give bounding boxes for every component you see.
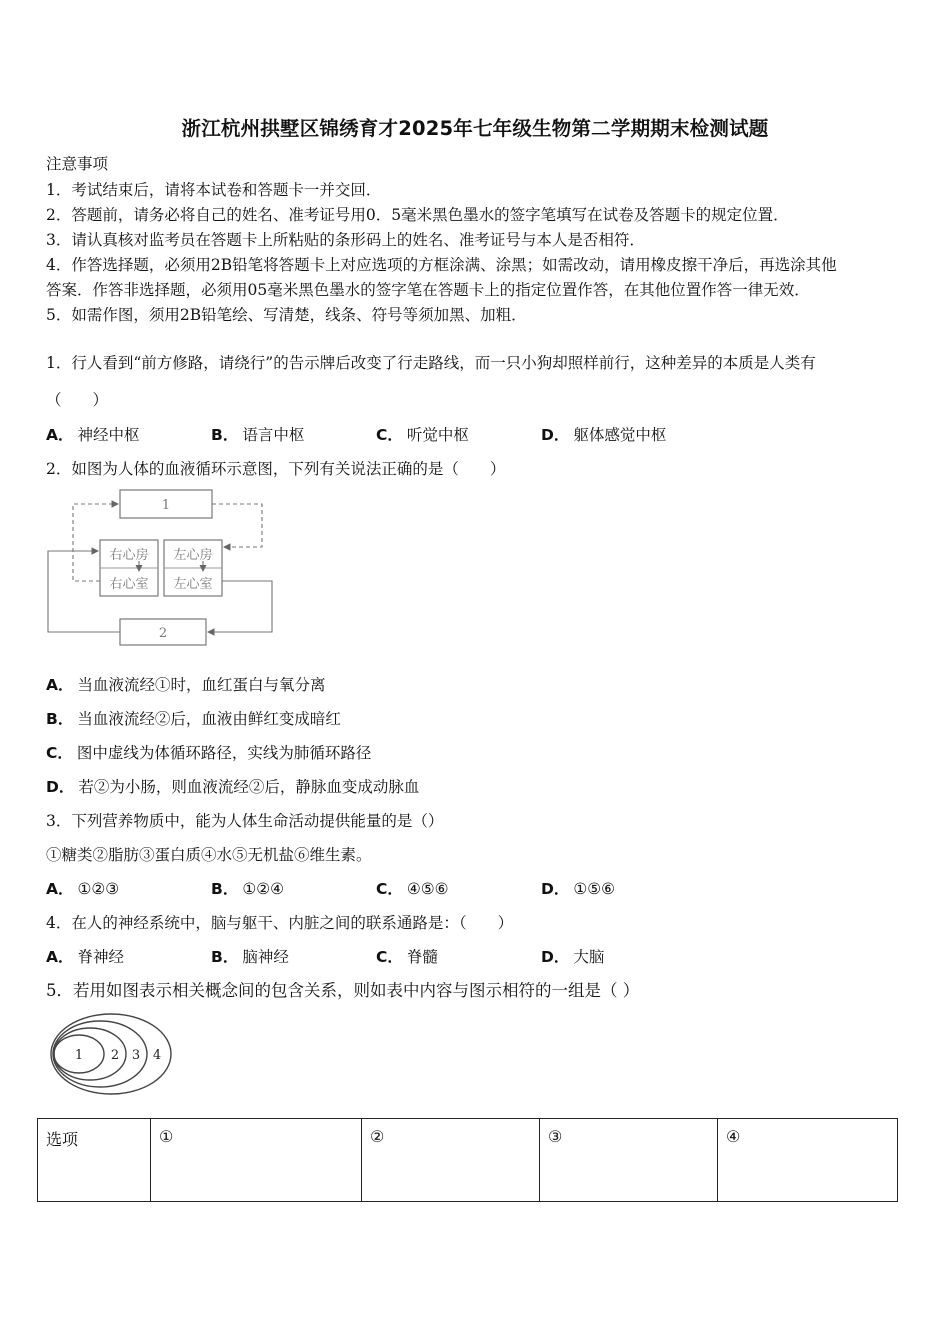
q1-bracket: （ ） <box>46 391 109 409</box>
q1-option-b[interactable]: B． 语言中枢 <box>211 426 305 444</box>
q3-option-c[interactable]: C． ④⑤⑥ <box>376 880 449 898</box>
q2-stem: 2．如图为人体的血液循环示意图，下列有关说法正确的是（ ） <box>46 460 506 478</box>
q1-option-d[interactable]: D． 躯体感觉中枢 <box>541 426 667 444</box>
q3-list: ①糖类②脂肪③蛋白质④水⑤无机盐⑥维生素。 <box>46 846 372 864</box>
table-header-cell: 选项 <box>38 1119 151 1202</box>
table-header-cell: ③ <box>540 1119 718 1202</box>
q4-option-a[interactable]: A． 脊神经 <box>46 948 125 966</box>
notice-item: 2．答题前，请务必将自己的姓名、准考证号用0．5毫米黑色墨水的签字笔填写在试卷及答题卡的规定位置． <box>46 206 789 224</box>
notice-heading: 注意事项 <box>46 155 109 173</box>
q5-options-table <box>37 1118 898 1202</box>
q4-option-c[interactable]: C． 脊髓 <box>376 948 438 966</box>
table-header-cell: ① <box>151 1119 362 1202</box>
nested-circles-diagram <box>46 1008 176 1100</box>
q3-option-a[interactable]: A． ①②③ <box>46 880 120 898</box>
q2-option-a[interactable]: A． 当血液流经①时，血红蛋白与氧分离 <box>46 676 326 694</box>
box-2-label: 2 <box>158 626 168 641</box>
notice-item: 答案．作答非选择题，必须用05毫米黑色墨水的签字笔在答题卡上的指定位置作答，在其他位置作答一律无效． <box>46 281 810 299</box>
q1-stem: 1．行人看到“前方修路，请绕行”的告示牌后改变了行走路线，而一只小狗却照样前行，这种差异的本质是人类有 <box>46 354 816 372</box>
q3-option-b[interactable]: B． ①②④ <box>211 880 285 898</box>
notice-item: 5．如需作图，须用2B铅笔绘、写清楚，线条、符号等须加黑、加粗． <box>46 306 527 324</box>
q2-option-b[interactable]: B． 当血液流经②后，血液由鲜红变成暗红 <box>46 710 341 728</box>
right-atrium-label: 右心房 <box>109 548 149 563</box>
table-header-cell: ④ <box>718 1119 898 1202</box>
box-1-label: 1 <box>161 498 171 513</box>
q3-stem: 3．下列营养物质中，能为人体生命活动提供能量的是（） <box>46 812 444 830</box>
q1-option-c[interactable]: C． 听觉中枢 <box>376 426 469 444</box>
table-header-cell: ② <box>362 1119 540 1202</box>
q4-option-d[interactable]: D． 大脑 <box>541 948 605 966</box>
q5-stem: 5．若用如图表示相关概念间的包含关系，则如表中内容与图示相符的一组是（ ） <box>46 981 640 1000</box>
q2-option-c[interactable]: C． 图中虚线为体循环路径，实线为肺循环路径 <box>46 744 372 762</box>
q2-option-d[interactable]: D． 若②为小肠，则血液流经②后，静脉血变成动脉血 <box>46 778 420 796</box>
circle-label-4: 4 <box>152 1048 162 1063</box>
blood-circulation-diagram <box>40 485 280 650</box>
circle-label-2: 2 <box>110 1048 120 1063</box>
circle-label-3: 3 <box>131 1048 141 1063</box>
right-ventricle-label: 右心室 <box>109 577 149 592</box>
page-title: 浙江杭州拱墅区锦绣育才2025年七年级生物第二学期期末检测试题 <box>181 117 769 140</box>
circle-label-1: 1 <box>74 1048 84 1063</box>
q1-option-a[interactable]: A． 神经中枢 <box>46 426 140 444</box>
q4-stem: 4．在人的神经系统中，脑与躯干、内脏之间的联系通路是：（ ） <box>46 914 514 932</box>
left-ventricle-label: 左心室 <box>173 577 213 592</box>
q4-option-b[interactable]: B． 脑神经 <box>211 948 289 966</box>
notice-item: 4．作答选择题，必须用2B铅笔将答题卡上对应选项的方框涂满、涂黑；如需改动，请用橡皮擦干净后，再选涂其他 <box>46 256 837 274</box>
q3-option-d[interactable]: D． ①⑤⑥ <box>541 880 616 898</box>
left-atrium-label: 左心房 <box>173 548 213 563</box>
notice-item: 1．考试结束后，请将本试卷和答题卡一并交回． <box>46 181 382 199</box>
table-row <box>38 1119 898 1202</box>
notice-item: 3．请认真核对监考员在答题卡上所粘贴的条形码上的姓名、准考证号与本人是否相符． <box>46 231 645 249</box>
